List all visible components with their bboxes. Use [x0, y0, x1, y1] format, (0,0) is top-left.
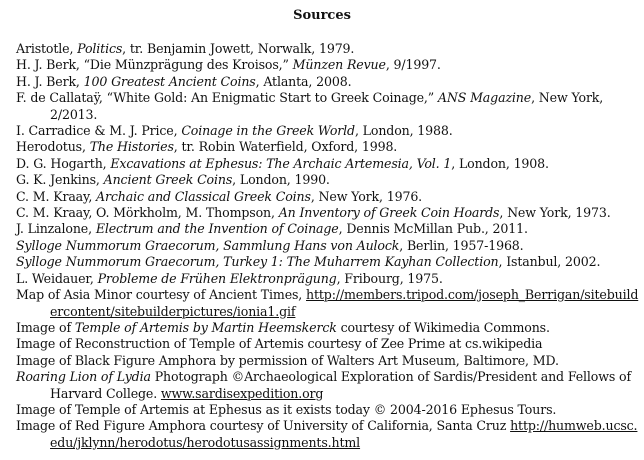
source-title: Probleme de Frühen Elektronprägung	[97, 270, 337, 286]
source-text: Map of Asia Minor courtesy of Ancient Times,	[16, 287, 307, 303]
source-text: H. J. Berk,	[16, 73, 84, 89]
source-entry	[16, 320, 640, 336]
source-entry	[16, 254, 640, 270]
source-entry	[16, 156, 640, 172]
source-text: Image of Black Figure Amphora by permission of Walters Art Museum, Baltimore, MD.	[16, 352, 559, 368]
source-text: G. K. Jenkins,	[16, 172, 104, 188]
source-entry	[16, 189, 640, 205]
source-text: F. de Callataÿ, “White Gold: An Enigmatic Start to Greek Coinage,”	[16, 90, 438, 106]
source-text: C. M. Kraay, O. Mörkholm, M. Thompson,	[16, 205, 279, 221]
source-link[interactable]: http://humweb.ucsc.edu/jklynn/herodotus/herodotusassignments.html	[50, 418, 638, 450]
source-entry	[16, 238, 640, 254]
source-title: Politics	[77, 41, 123, 56]
source-title: Coinage in the Greek World	[181, 123, 355, 139]
source-entry	[16, 57, 640, 73]
source-title: Roaring Lion of Lydia	[16, 369, 151, 385]
source-entry	[16, 123, 640, 139]
source-title: Sylloge Nummorum Graecorum, Turkey 1: The Muharrem Kayhan Collection	[16, 254, 499, 270]
source-text: , New York, 1976.	[310, 188, 423, 204]
source-text: I. Carradice & M. J. Price,	[16, 123, 182, 139]
source-title: The Histories	[89, 139, 174, 155]
source-entry	[16, 402, 640, 418]
source-entry	[16, 221, 640, 237]
source-text: , tr. Robin Waterfield, Oxford, 1998.	[173, 139, 398, 155]
source-text: Aristotle,	[16, 41, 78, 56]
source-link[interactable]: www.sardisexpedition.org	[160, 385, 324, 401]
source-title: ANS Magazine	[437, 90, 532, 106]
source-title: Archaic and Classical Greek Coins	[96, 188, 311, 204]
source-entry	[16, 139, 640, 155]
source-title: Sylloge Nummorum Graecorum, Sammlung Hans von Aulock	[16, 237, 400, 253]
source-title: Excavations at Ephesus: The Archaic Artemesia, Vol. 1	[110, 155, 452, 171]
source-title: An Inventory of Greek Coin Hoards	[278, 205, 500, 221]
source-entry	[16, 41, 640, 57]
source-text: , London, 1908.	[451, 155, 549, 171]
source-entry	[16, 205, 640, 221]
source-entry	[16, 418, 640, 451]
source-title: Electrum and the Invention of Coinage	[95, 221, 339, 237]
source-text: , 9/1997.	[385, 57, 441, 73]
source-text: , Dennis McMillan Pub., 2011.	[338, 221, 528, 237]
source-text: , London, 1988.	[354, 123, 453, 139]
source-entry	[16, 271, 640, 287]
source-text: , Fribourg, 1975.	[336, 270, 443, 286]
source-text: , Atlanta, 2008.	[255, 73, 352, 89]
source-text: Image of Temple of Artemis at Ephesus as it exists today © 2004-2016 Ephesus Tours.	[16, 401, 557, 417]
source-text: H. J. Berk, “Die Münzprägung des Kroisos,”	[16, 57, 293, 73]
source-text: J. Linzalone,	[16, 221, 96, 237]
sources-list	[16, 41, 640, 451]
source-text: , tr. Benjamin Jowett, Norwalk, 1979.	[122, 41, 355, 56]
source-title: Temple of Artemis by Martin Heemskerck	[74, 319, 337, 335]
source-text: , Berlin, 1957-1968.	[399, 237, 524, 253]
source-entry	[16, 353, 640, 369]
source-text: C. M. Kraay,	[16, 188, 97, 204]
source-entry	[16, 336, 640, 352]
source-text: Image of Reconstruction of Temple of Artemis courtesy of Zee Prime at cs.wikipedia	[16, 336, 543, 352]
source-text: , New York, 1973.	[499, 205, 611, 221]
source-title: Münzen Revue	[292, 57, 386, 73]
source-text: L. Weidauer,	[16, 270, 98, 286]
source-text: , London, 1990.	[232, 172, 330, 188]
source-text: , Istanbul, 2002.	[498, 254, 601, 270]
source-text: Image of Red Figure Amphora courtesy of University of California, Santa Cruz	[16, 418, 511, 434]
source-entry	[16, 90, 640, 123]
page-title: Sources	[293, 8, 351, 23]
source-text: D. G. Hogarth,	[16, 155, 111, 171]
source-text: Image of	[16, 319, 75, 335]
source-text: Herodotus,	[16, 139, 90, 155]
source-title: 100 Greatest Ancient Coins	[83, 73, 256, 89]
source-text: , New York, 2/2013.	[50, 90, 604, 122]
source-entry	[16, 287, 640, 320]
source-text: Photograph ©Archaeological Exploration of Sardis/President and Fellows of Harvard College.	[50, 369, 631, 401]
source-entry	[16, 172, 640, 188]
source-text: courtesy of Wikimedia Commons.	[336, 319, 550, 335]
source-title: Ancient Greek Coins	[103, 172, 233, 188]
source-entry	[16, 74, 640, 90]
source-entry	[16, 369, 640, 402]
source-link[interactable]: http://members.tripod.com/joseph_Berrigan/sitebuildercontent/sitebuilderpictures/ionia1.gif	[50, 287, 639, 319]
